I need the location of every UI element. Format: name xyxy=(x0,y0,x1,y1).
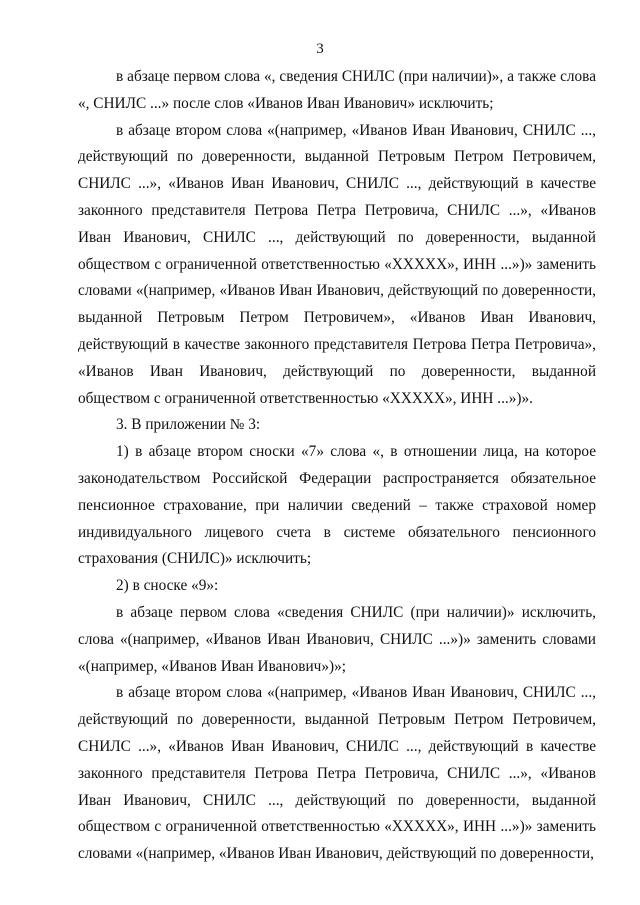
paragraph-section-3: 3. В приложении № 3: xyxy=(116,416,261,434)
paragraph-abzac-2: в абзаце втором слова «(например, «Иванов Иван Иванович, СНИЛС ..., действующий по доверенности, выданной Петровым Петром Петровичем, СНИЛС ...», «Иванов Иван Иванович, СНИЛС ..., действующий в качестве законного представителя Петрова Петра Петровича, СНИЛС ...», «Иванов Иван Иванович, СНИЛС ..., действующий по доверенности, выданной обществом с ограниченной ответственностью «XXXXX», ИНН ...»)» заменить словами «(например, «Иванов Иван Иванович, действующий по доверенности, выданной Петровым Петром Петровичем», «Иванов Иван Иванович, действующий в качестве законного представителя Петрова Петра Петровича», «Иванов Иван Иванович, действующий по доверенности, выданной обществом с ограниченной ответственностью «XXXXX», ИНН ...»)». xyxy=(78,121,596,407)
paragraph-abzac-first: в абзаце первом слова «сведения СНИЛС (при наличии)» исключить, слова «(например, «Иванов Иван Иванович, СНИЛС ...»)» заменить словами «(например, «Иванов Иван Иванович»)»; xyxy=(78,603,596,675)
paragraph-abzac-second: в абзаце втором слова «(например, «Иванов Иван Иванович, СНИЛС ..., действующий по доверенности, выданной Петровым Петром Петровичем, СНИЛС ...», «Иванов Иван Иванович, СНИЛС ..., действующий в качестве законного представителя Петрова Петра Петровича, СНИЛС ...», «Иванов Иван Иванович, СНИЛС ..., действующий по доверенности, выданной обществом с ограниченной ответственностью «XXXXX», ИНН ...»)» заменить словами «(например, «Иванов Иван Иванович, действующий по доверенности, xyxy=(78,684,596,863)
paragraph-item-1: 1) в абзаце втором сноски «7» слова «, в отношении лица, на которое законодательством Российской Федерации распространяется обязательное пенсионное страхование, при наличии сведений – также страховой номер индивидуального лицевого счета в системе обязательного пенсионного страхования (СНИЛС)» исключить; xyxy=(78,443,596,568)
document-body xyxy=(78,64,596,868)
paragraph-item-2: 2) в сноске «9»: xyxy=(116,577,219,595)
page-number: 3 xyxy=(316,41,324,57)
paragraph-abzac-1: в абзаце первом слова «, сведения СНИЛС (при наличии)», а также слова «, СНИЛС ...» после слов «Иванов Иван Иванович» исключить; xyxy=(78,68,596,112)
